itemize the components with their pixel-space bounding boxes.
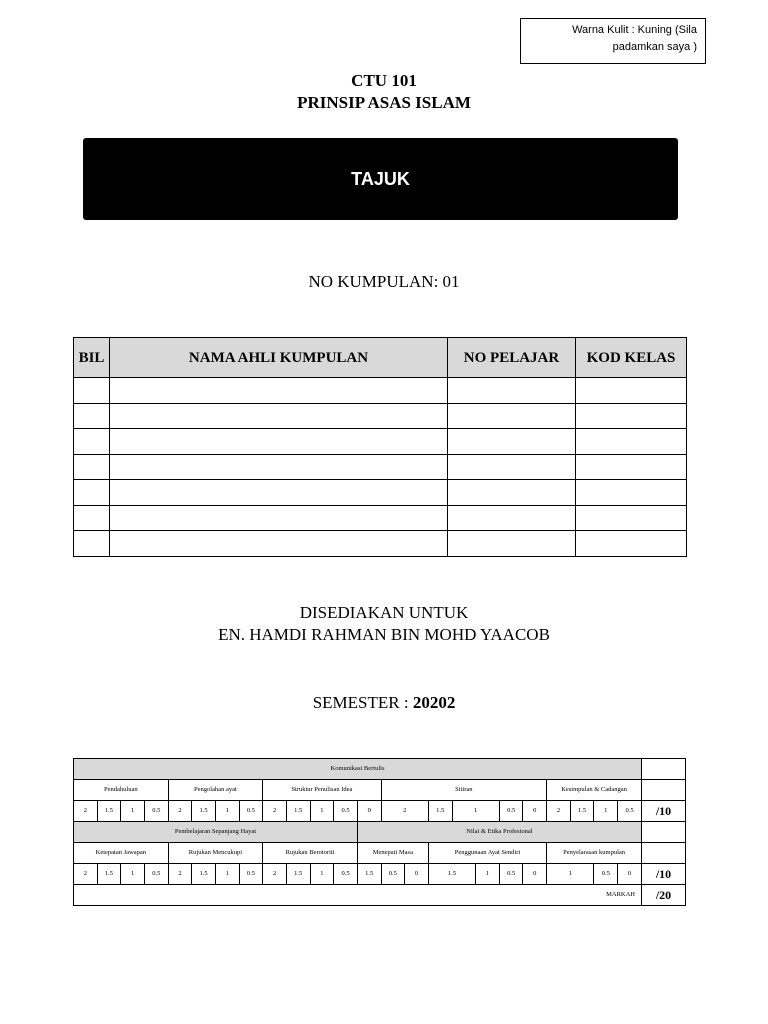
score-cell: 2 (263, 801, 287, 822)
note-line-1: Warna Kulit : Kuning (Sila (572, 24, 697, 36)
cell-no-pelajar (448, 480, 576, 506)
empty-total-cell (642, 780, 686, 801)
score-cell: 1.5 (97, 801, 121, 822)
empty-total-cell (642, 843, 686, 864)
criterion-sitiran: Sitiran (381, 780, 547, 801)
score-cell: 0.5 (239, 864, 263, 885)
rubric-table (73, 758, 686, 906)
criterion-menepati-masa: Menepati Masa (357, 843, 428, 864)
rubric-section1-row (74, 759, 686, 780)
score-cell: 0.5 (499, 864, 523, 885)
cell-no-pelajar (448, 454, 576, 480)
cell-kod-kelas (576, 403, 687, 429)
score-cell: 1 (452, 801, 499, 822)
criterion-ketepatan-jawapan: Ketepatan Jawapan (74, 843, 169, 864)
score-cell: 0 (523, 864, 547, 885)
score-cell: 0.5 (334, 864, 358, 885)
prepared-for-label: DISEDIAKAN UNTUK (299, 603, 469, 622)
score-cell: 0.5 (381, 864, 405, 885)
cell-bil (74, 531, 110, 557)
score-cell: 1.5 (286, 801, 310, 822)
score-cell: 1.5 (357, 864, 381, 885)
rubric-section2-row (74, 822, 686, 843)
cell-nama (110, 454, 448, 480)
cell-kod-kelas (576, 454, 687, 480)
score-cell: 1 (310, 801, 334, 822)
score-cell: 2 (263, 864, 287, 885)
score-cell: 1 (547, 864, 594, 885)
score-cell: 1 (215, 864, 239, 885)
empty-total-cell (642, 822, 686, 843)
score-cell: 1.5 (192, 864, 216, 885)
table-row (74, 531, 687, 557)
score-cell: 1 (121, 864, 145, 885)
score-cell: 1.5 (286, 864, 310, 885)
rubric-markah-row (74, 885, 686, 906)
rubric-scores1-row (74, 801, 686, 822)
total-markah: /20 (642, 885, 686, 906)
score-cell: 0.5 (594, 864, 618, 885)
score-cell: 0 (405, 864, 429, 885)
cell-kod-kelas (576, 378, 687, 404)
cell-nama (110, 403, 448, 429)
lecturer-name: EN. HAMDI RAHMAN BIN MOHD YAACOB (218, 625, 550, 644)
criterion-penyelarasan-kumpulan: Penyelarasan kumpulan (547, 843, 642, 864)
score-cell: 1.5 (570, 801, 594, 822)
members-header-row (74, 338, 687, 378)
score-cell: 2 (168, 864, 192, 885)
rubric-criteria2-row (74, 843, 686, 864)
score-cell: 1 (310, 864, 334, 885)
cell-kod-kelas (576, 505, 687, 531)
score-cell: 1.5 (428, 864, 475, 885)
score-cell: 1 (215, 801, 239, 822)
cell-bil (74, 378, 110, 404)
score-cell: 0.5 (144, 801, 168, 822)
table-row (74, 454, 687, 480)
cell-no-pelajar (448, 505, 576, 531)
cell-nama (110, 429, 448, 455)
cell-nama (110, 378, 448, 404)
cell-nama (110, 480, 448, 506)
score-cell: 2 (381, 801, 428, 822)
table-row (74, 403, 687, 429)
header-kod-kelas: KOD KELAS (576, 338, 687, 378)
score-cell: 2 (547, 801, 571, 822)
rubric-scores2-row (74, 864, 686, 885)
group-number: NO KUMPULAN: 01 (308, 272, 460, 291)
score-cell: 2 (74, 864, 98, 885)
criterion-struktur-penulisan-idea: Struktur Penulisan Idea (263, 780, 381, 801)
title-banner-text: TAJUK (351, 168, 410, 189)
score-cell: 1 (476, 864, 500, 885)
cell-kod-kelas (576, 531, 687, 557)
course-name: PRINSIP ASAS ISLAM (297, 93, 471, 112)
table-row (74, 480, 687, 506)
semester-label: SEMESTER : (312, 693, 409, 712)
header-nama: NAMA AHLI KUMPULAN (110, 338, 448, 378)
cell-nama (110, 505, 448, 531)
section-pembelajaran-sepanjang-hayat: Pembelajaran Sepanjang Hayat (74, 822, 358, 843)
score-cell: 2 (74, 801, 98, 822)
cell-no-pelajar (448, 531, 576, 557)
score-cell: 1.5 (192, 801, 216, 822)
score-cell: 0.5 (144, 864, 168, 885)
semester-value: 20202 (412, 693, 456, 712)
section-komunikasi-bertulis: Komunikasi Bertulis (74, 759, 642, 780)
subtotal-komunikasi: /10 (642, 801, 686, 822)
cell-bil (74, 505, 110, 531)
header-no-pelajar: NO PELAJAR (448, 338, 576, 378)
section-nilai-etika-profesional: Nilai & Etika Profesional (357, 822, 641, 843)
subtotal-pembelajaran-nilai: /10 (642, 864, 686, 885)
criterion-penggunaan-ayat-sendiri: Penggunaan Ayat Sendiri (428, 843, 546, 864)
cell-bil (74, 429, 110, 455)
cell-bil (74, 480, 110, 506)
semester-line (0, 693, 768, 713)
criterion-rujukan-berotoriti: Rujukan Berotoriti (263, 843, 358, 864)
criterion-kesimpulan-cadangan: Kesimpulan & Cadangan (547, 780, 642, 801)
criterion-pendahuluan: Pendahuluan (74, 780, 169, 801)
criterion-rujukan-mencukupi: Rujukan Mencukupi (168, 843, 263, 864)
cell-nama (110, 531, 448, 557)
cell-bil (74, 454, 110, 480)
cell-no-pelajar (448, 429, 576, 455)
score-cell: 0.5 (334, 801, 358, 822)
score-cell: 1 (594, 801, 618, 822)
note-line-2: padamkan saya ) (612, 41, 697, 53)
table-row (74, 429, 687, 455)
members-table (73, 337, 687, 557)
score-cell: 1.5 (428, 801, 452, 822)
cell-bil (74, 403, 110, 429)
cell-no-pelajar (448, 378, 576, 404)
score-cell: 0 (357, 801, 381, 822)
score-cell: 0 (523, 801, 547, 822)
course-code: CTU 101 (351, 71, 417, 90)
score-cell: 0.5 (239, 801, 263, 822)
score-cell: 0.5 (618, 801, 642, 822)
score-cell: 1 (121, 801, 145, 822)
markah-label: MARKAH (74, 885, 642, 906)
cell-kod-kelas (576, 480, 687, 506)
empty-total-cell (642, 759, 686, 780)
rubric-criteria1-row (74, 780, 686, 801)
score-cell: 2 (168, 801, 192, 822)
score-cell: 0 (618, 864, 642, 885)
table-row (74, 505, 687, 531)
table-row (74, 378, 687, 404)
cell-kod-kelas (576, 429, 687, 455)
cover-color-note (520, 18, 706, 64)
cell-no-pelajar (448, 403, 576, 429)
header-bil: BIL (74, 338, 110, 378)
score-cell: 1.5 (97, 864, 121, 885)
title-banner (83, 138, 678, 220)
criterion-pengolahan-ayat: Pengolahan ayat (168, 780, 263, 801)
score-cell: 0.5 (499, 801, 523, 822)
